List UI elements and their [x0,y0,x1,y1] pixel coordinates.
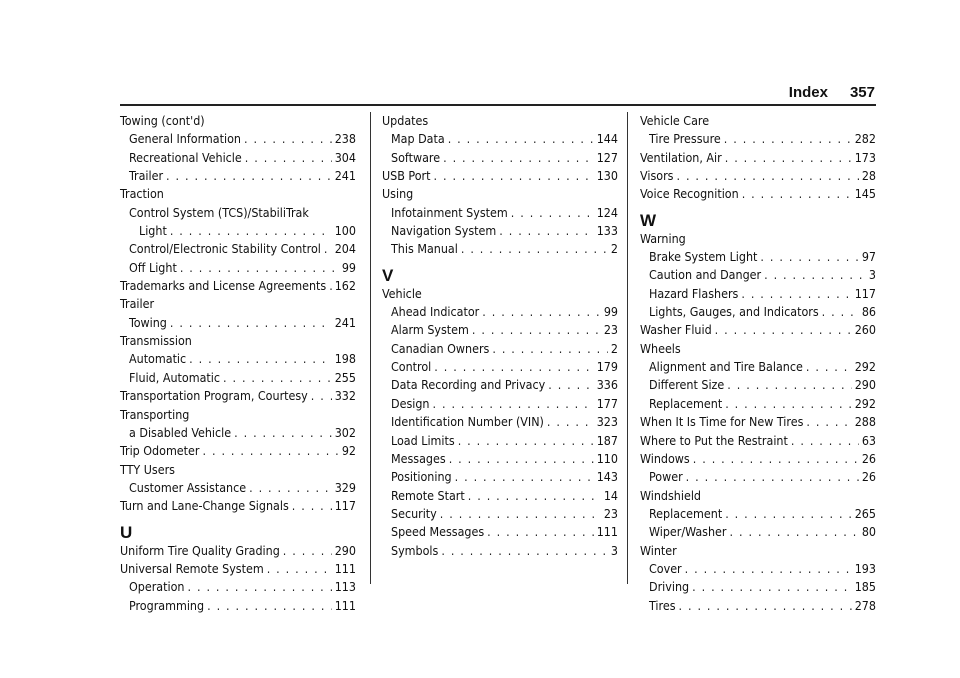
page-ref: 332 [334,388,356,404]
index-entry[interactable]: Speed Messages . . . 111 [382,523,618,541]
index-heading: Using [382,186,414,202]
index-entry[interactable]: Customer Assistance . . . 329 [120,479,356,497]
page-ref: 193 [854,560,876,576]
index-entry[interactable]: Visors . . . 28 [640,167,876,185]
page-ref: 111 [596,524,618,540]
index-entry[interactable]: Canadian Owners . . . 2 [382,340,618,358]
index-heading: Windshield [640,487,702,503]
index-entry[interactable]: Caution and Danger . . . 3 [640,266,876,284]
page-ref: 302 [334,424,356,440]
column-divider [370,112,371,584]
index-entry[interactable]: Power . . . 26 [640,468,876,486]
page-ref: 145 [854,186,876,202]
index-entry[interactable]: Navigation System . . . 133 [382,222,618,240]
index-entry[interactable]: Cover . . . 193 [640,560,876,578]
page-ref: 329 [334,479,356,495]
index-entry[interactable]: Different Size . . . 290 [640,376,876,394]
index-entry[interactable]: Driving . . . 185 [640,578,876,596]
page-header [560,84,875,101]
page-ref: 278 [854,597,876,613]
section-letter: U [120,522,133,542]
index-entry[interactable]: Where to Put the Restraint . . . 63 [640,432,876,450]
page-ref: 290 [334,542,356,558]
page-ref: 292 [854,395,876,411]
page-ref: 97 [861,249,876,265]
index-entry[interactable]: Positioning . . . 143 [382,468,618,486]
index-heading: TTY Users [120,461,175,477]
index-heading: Traction [120,186,164,202]
index-heading: Transmission [120,333,192,349]
index-entry[interactable]: Tire Pressure . . . 282 [640,130,876,148]
page-ref: 185 [854,579,876,595]
index-entry[interactable]: USB Port . . . 130 [382,167,618,185]
index-entry[interactable]: Trailer . . . 241 [120,167,356,185]
index-entry[interactable]: Design . . . 177 [382,395,618,413]
index-entry[interactable]: Trademarks and License Agreements . . . 162 [120,277,356,295]
page-ref: 187 [596,432,618,448]
index-entry[interactable]: Symbols . . . 3 [382,542,618,560]
index-entry[interactable]: When It Is Time for New Tires . . . 288 [640,413,876,431]
page-number: 357 [849,84,875,101]
index-entry[interactable]: Security . . . 23 [382,505,618,523]
index-entry[interactable]: Replacement . . . 292 [640,395,876,413]
index-entry[interactable]: This Manual . . . 2 [382,240,618,258]
page-ref: 99 [603,304,618,320]
index-entry[interactable]: Control . . . 179 [382,358,618,376]
index-entry[interactable]: Universal Remote System . . . 111 [120,560,356,578]
page-ref: 92 [341,443,356,459]
index-entry[interactable]: Uniform Tire Quality Grading . . . 290 [120,542,356,560]
page-ref: 127 [596,149,618,165]
page-ref: 80 [861,524,876,540]
page-ref: 111 [334,597,356,613]
index-entry[interactable]: Ventilation, Air . . . 173 [640,149,876,167]
index-entry[interactable]: a Disabled Vehicle . . . 302 [120,424,356,442]
page-ref: 113 [334,579,356,595]
index-column-3 [640,112,876,615]
index-entry[interactable]: Recreational Vehicle . . . 304 [120,149,356,167]
index-entry[interactable]: Automatic . . . 198 [120,350,356,368]
page-ref: 110 [596,450,618,466]
page-ref: 14 [603,487,618,503]
index-heading: Towing (cont'd) [120,113,205,128]
page-ref: 111 [334,560,356,576]
section-letter: V [382,265,394,285]
page-ref: 304 [334,149,356,165]
index-entry[interactable]: Tires . . . 278 [640,597,876,615]
page-ref: 179 [596,359,618,375]
header-title: Index [788,84,828,101]
page-ref: 63 [861,432,876,448]
index-entry[interactable]: Remote Start . . . 14 [382,487,618,505]
index-heading: Updates [382,113,429,128]
page-ref: 117 [334,498,356,514]
index-entry[interactable]: Turn and Lane-Change Signals . . . 117 [120,497,356,515]
index-heading: Vehicle Care [640,113,710,128]
index-column-1 [120,112,356,615]
page-ref: 162 [334,278,356,294]
page-ref: 292 [854,359,876,375]
page-ref: 238 [334,131,356,147]
index-heading: Trailer [120,296,155,312]
index-entry[interactable]: Messages . . . 110 [382,450,618,468]
index-heading: Warning [640,230,686,246]
page-ref: 204 [334,241,356,257]
page-ref: 177 [596,395,618,411]
index-heading: Winter [640,542,677,558]
index-entry[interactable]: Wiper/Washer . . . 80 [640,523,876,541]
index-entry[interactable]: Lights, Gauges, and Indicators . . . 86 [640,303,876,321]
page-ref: 2 [610,241,618,257]
page-ref: 100 [334,223,356,239]
page-ref: 336 [596,377,618,393]
index-entry[interactable]: Control/Electronic Stability Control . . . 204 [120,240,356,258]
page-ref: 255 [334,369,356,385]
page-ref: 86 [861,304,876,320]
page-ref: 198 [334,351,356,367]
index-entry[interactable]: Data Recording and Privacy . . . 336 [382,376,618,394]
index-entry[interactable]: Replacement . . . 265 [640,505,876,523]
page-ref: 288 [854,414,876,430]
index-entry[interactable]: General Information . . . 238 [120,130,356,148]
page-ref: 282 [854,131,876,147]
index-entry[interactable]: Programming . . . 111 [120,597,356,615]
page-ref: 23 [603,505,618,521]
page-ref: 173 [854,149,876,165]
page-ref: 124 [596,204,618,220]
page-ref: 3 [610,542,618,558]
page-ref: 265 [854,505,876,521]
page-ref: 26 [861,469,876,485]
index-entry[interactable]: Load Limits . . . 187 [382,432,618,450]
page-ref: 143 [596,469,618,485]
index-entry[interactable]: Washer Fluid . . . 260 [640,321,876,339]
index-heading: Vehicle [382,285,422,301]
index-heading: Wheels [640,340,681,356]
index-entry[interactable]: Alarm System . . . 23 [382,321,618,339]
page-ref: 26 [861,450,876,466]
index-entry[interactable]: Operation . . . 113 [120,578,356,596]
index-entry[interactable]: Fluid, Automatic . . . 255 [120,369,356,387]
index-entry[interactable]: Windows . . . 26 [640,450,876,468]
page-ref: 3 [868,267,876,283]
index-column-2 [382,112,618,560]
page-ref: 117 [854,285,876,301]
index-entry[interactable]: Ahead Indicator . . . 99 [382,303,618,321]
index-heading: Control System (TCS)/StabiliTrak [129,204,309,220]
index-entry[interactable]: Hazard Flashers . . . 117 [640,285,876,303]
column-divider [627,112,628,584]
page-ref: 241 [334,168,356,184]
page-ref: 260 [854,322,876,338]
page-ref: 323 [596,414,618,430]
page-ref: 23 [603,322,618,338]
page-ref: 99 [341,259,356,275]
index-entry[interactable]: Trip Odometer . . . 92 [120,442,356,460]
index-entry[interactable]: Voice Recognition . . . 145 [640,185,876,203]
page-ref: 133 [596,223,618,239]
page-ref: 144 [596,131,618,147]
index-entry[interactable]: Transportation Program, Courtesy . . . 332 [120,387,356,405]
index-entry[interactable]: Alignment and Tire Balance . . . 292 [640,358,876,376]
index-entry[interactable]: Light . . . 100 [120,222,356,240]
page-ref: 290 [854,377,876,393]
page-ref: 28 [861,168,876,184]
index-entry[interactable]: Identification Number (VIN) . . . 323 [382,413,618,431]
index-heading: Transporting [120,406,190,422]
page-ref: 2 [610,340,618,356]
page-ref: 130 [596,168,618,184]
index-entry[interactable]: Off Light . . . 99 [120,259,356,277]
index-entry[interactable]: Infotainment System . . . 124 [382,204,618,222]
index-entry[interactable]: Software . . . 127 [382,149,618,167]
index-entry[interactable]: Brake System Light . . . 97 [640,248,876,266]
index-entry[interactable]: Towing . . . 241 [120,314,356,332]
header-rule [120,104,876,106]
page-ref: 241 [334,314,356,330]
section-letter: W [640,210,657,230]
index-entry[interactable]: Map Data . . . 144 [382,130,618,148]
